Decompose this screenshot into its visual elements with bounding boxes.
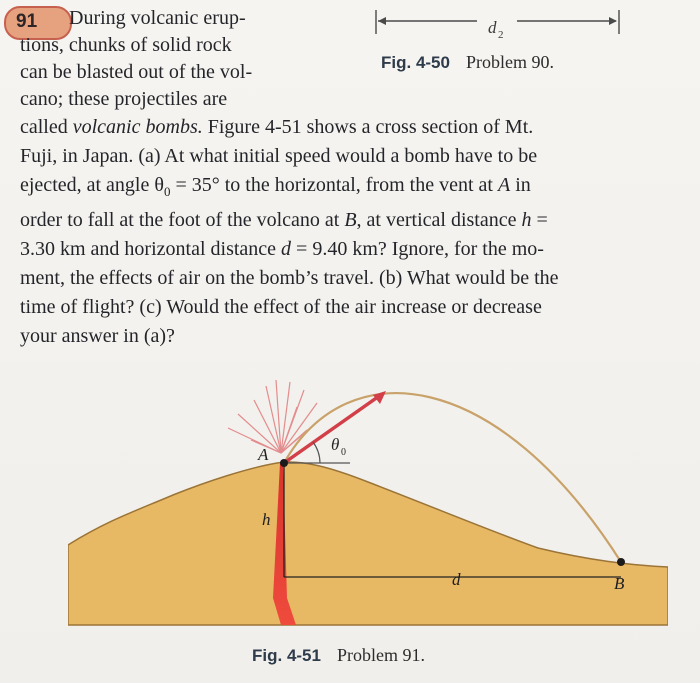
problem-text-line: time of flight? (c) Would the effect of the air increase or decrease [20, 296, 542, 318]
volcano-ground [68, 462, 668, 625]
figure-4-51-problem: Problem 91. [336, 645, 425, 665]
volcano-cross-section [68, 370, 668, 630]
d2-label: d [488, 18, 497, 37]
text-run: ejected, at angle θ [20, 174, 164, 196]
problem-text-line [20, 235, 695, 264]
height-label: h [262, 510, 271, 529]
angle-arc [313, 442, 320, 463]
figure-4-51 [68, 370, 668, 630]
figure-4-51-label: Fig. 4-51 [252, 646, 321, 665]
point-a-marker [280, 459, 288, 467]
problem-text-line: tions, chunks of solid rock [20, 34, 232, 56]
point-b-label: B [614, 574, 625, 593]
problem-text-line: ment, the effects of air on the bomb’s travel. (b) What would be the [20, 267, 559, 289]
problem-number: 91 [16, 11, 38, 32]
problem-text-line: your answer in (a)? [20, 325, 175, 347]
text-run: = 9.40 km? Ignore, for the mo- [291, 238, 544, 260]
text-run: in [510, 174, 531, 196]
problem-text-line [20, 206, 695, 235]
point-a-label: A [258, 445, 269, 464]
text-run: 3.30 km and horizontal distance [20, 238, 282, 260]
distance-label: d [452, 570, 461, 589]
d2-subscript: 2 [498, 29, 504, 41]
symbol-b: B [344, 209, 357, 231]
ash-plume [228, 380, 323, 453]
figure-4-51-caption [252, 645, 425, 666]
problem-text-full [20, 113, 695, 351]
text-run: = [531, 209, 548, 231]
figure-4-50 [372, 4, 637, 84]
term-volcanic-bombs: volcanic bombs. [72, 116, 203, 138]
text-run: called [20, 116, 73, 138]
angle-subscript: 0 [341, 447, 346, 458]
symbol-d: d [281, 238, 292, 260]
velocity-arrowhead [373, 391, 386, 404]
text-run: = 35° to the horizontal, from the vent at [170, 174, 498, 196]
figure-4-50-problem: Problem 90. [465, 52, 554, 72]
text-run: , at vertical distance [356, 209, 522, 231]
symbol-a: A [497, 174, 511, 196]
theta-subscript: 0 [163, 184, 171, 199]
symbol-h: h [521, 209, 532, 231]
problem-text-line: can be blasted out of the vol- [20, 61, 253, 83]
problem-text-line [20, 171, 695, 206]
problem-text-line: cano; these projectiles are [20, 88, 228, 110]
text-run: Figure 4-51 shows a cross section of Mt. [202, 116, 534, 138]
point-b-marker [617, 558, 625, 566]
angle-label: θ [331, 435, 340, 454]
text-run: order to fall at the foot of the volcano at [20, 209, 345, 231]
figure-4-50-caption [381, 52, 554, 73]
d2-dimension-arrow [372, 4, 637, 46]
problem-text-line: During volcanic erup- [69, 7, 246, 29]
problem-text-wrapped [20, 5, 330, 113]
problem-text-line: Fuji, in Japan. (a) At what initial speed would a bomb have to be [20, 145, 538, 167]
problem-text-line [20, 113, 695, 142]
figure-4-50-label: Fig. 4-50 [381, 53, 450, 72]
